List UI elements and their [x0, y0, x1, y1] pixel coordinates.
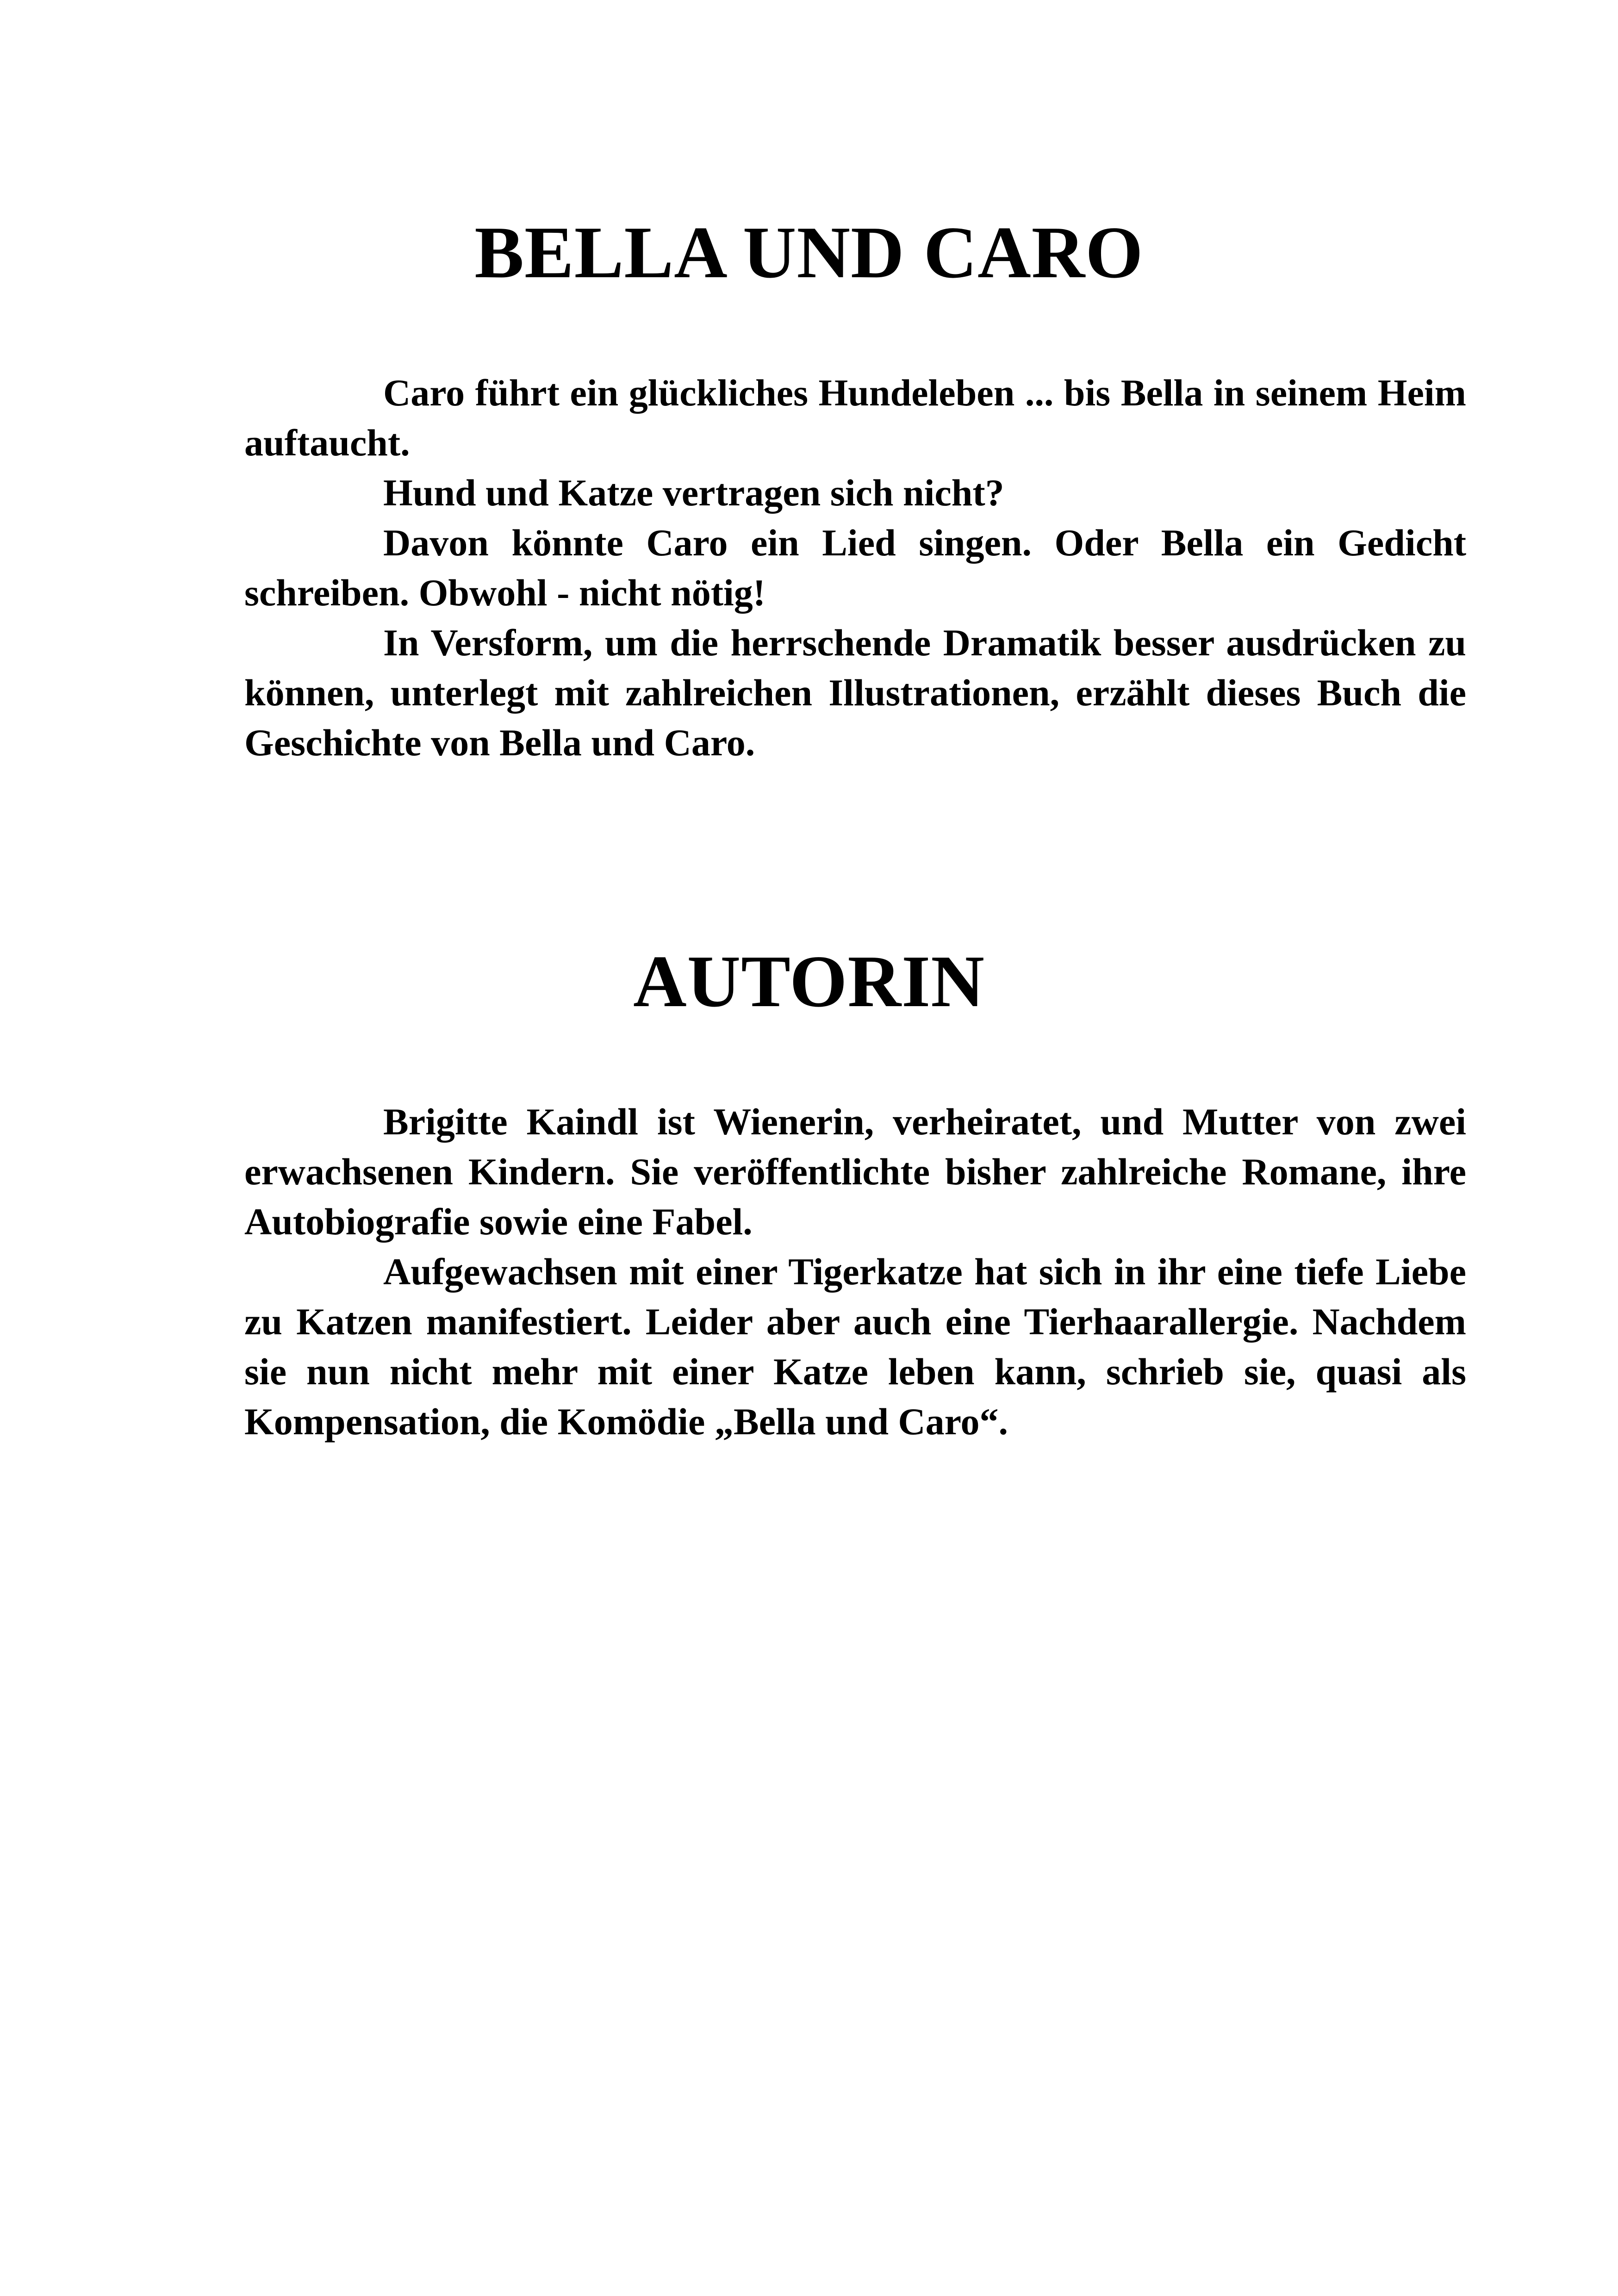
author-bio: [244, 1097, 1466, 1447]
author-paragraph-1: Brigitte Kaindl ist Wienerin, verheiratet, und Mutter von zwei erwachsenen Kindern. Sie veröffentlichte bisher zahlreiche Romane, ihre Autobiografie sowie eine Fabel.: [244, 1101, 1466, 1243]
book-title: BELLA UND CARO: [474, 211, 1144, 293]
description-paragraph-4: In Versform, um die herrschende Dramatik besser ausdrücken zu können, unterlegt mit zahlreichen Illustrationen, erzählt dieses Buch die Geschichte von Bella und Caro.: [244, 622, 1466, 764]
author-heading: AUTORIN: [633, 940, 985, 1022]
description-paragraph-1: Caro führt ein glückliches Hundeleben ... bis Bella in seinem Heim auftaucht.: [244, 372, 1466, 464]
description-paragraph-2: Hund und Katze vertragen sich nicht?: [383, 472, 1004, 514]
book-description: [244, 368, 1466, 768]
author-paragraph-2: Aufgewachsen mit einer Tigerkatze hat sich in ihr eine tiefe Liebe zu Katzen manifestiert. Leider aber auch eine Tierhaarallergie. Nachdem sie nun nicht mehr mit einer Katze leben kann, schrieb sie, quasi als Kompensation, die Komödie „Bella und Caro“.: [244, 1251, 1466, 1443]
description-paragraph-3: Davon könnte Caro ein Lied singen. Oder Bella ein Gedicht schreiben. Obwohl - nicht nötig!: [244, 522, 1466, 614]
